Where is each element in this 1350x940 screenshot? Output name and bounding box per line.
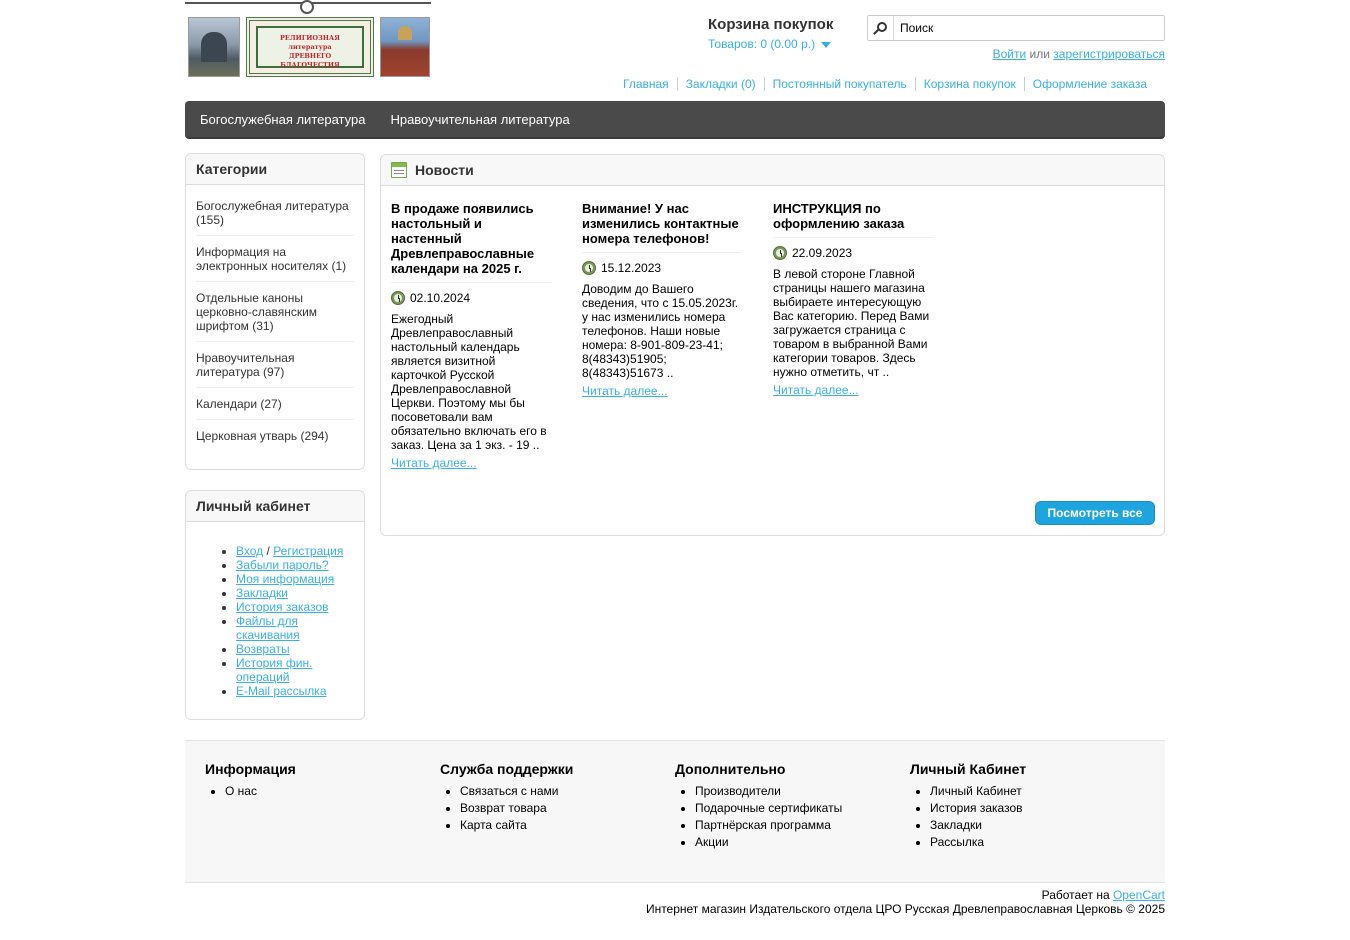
account-link-downloads[interactable]: Файлы для скачивания [236,614,300,642]
footer-column-title: Информация [205,761,296,777]
news-item [391,201,551,470]
footer-link[interactable]: • Рассылка [930,834,1130,851]
categories-title: Категории [186,154,364,185]
search-input[interactable] [898,19,1158,37]
search-button[interactable] [868,16,894,40]
account-link-returns[interactable]: Возвраты [236,642,290,656]
footer-link[interactable]: • Производители [695,783,895,800]
footer-link[interactable]: • Закладки [930,817,1130,834]
news-item-title[interactable]: Внимание! У нас изменились контактные номера телефонов! [582,201,742,253]
news-box [380,154,1165,536]
link-account[interactable]: Постоянный покупатель [764,77,915,91]
account-list [186,544,364,698]
news-title: Новости [415,162,474,178]
account-title: Личный кабинет [186,491,364,522]
news-item-description: Доводим до Вашего сведения, что с 15.05.2023г. у нас изменились номера телефонов. Наши новые номера: 8-901-809-23-41; 8(48343)51905; 8(48343)51673 .. [582,282,739,380]
link-wishlist[interactable]: Закладки (0) [677,77,764,91]
news-item-date: 02.10.2024 [391,291,551,305]
footer-link[interactable]: • История заказов [930,800,1130,817]
main-menu [185,101,1165,139]
account-login-link[interactable]: Вход [236,544,264,558]
footer-link[interactable]: • Возврат товара [460,800,660,817]
footer-column-extras [675,761,895,851]
login-link[interactable]: Войти [992,47,1027,61]
footer-link[interactable]: • Акции [695,834,895,851]
footer-link[interactable]: • Связаться с нами [460,783,660,800]
clock-icon [582,261,596,275]
link-cart[interactable]: Корзина покупок [915,77,1024,91]
account-link-newsletter[interactable]: E-Mail рассылка [236,684,327,698]
category-item[interactable]: Отдельные каноны церковно-славянским шрифтом (31) [196,287,354,342]
powered-by [646,888,1165,916]
news-item-date: 22.09.2023 [773,246,933,260]
search-box [867,15,1165,41]
news-header [381,155,1164,186]
read-more-link[interactable]: Читать далее... [773,383,859,397]
footer-link[interactable]: • Партнёрская программа [695,817,895,834]
account-link-orders[interactable]: История заказов [236,600,329,614]
powered-prefix: Работает на [1041,888,1110,902]
categories-list [186,185,364,451]
footer [185,740,1165,883]
account-link-wishlist[interactable]: Закладки [236,586,288,600]
footer-link[interactable]: • Личный Кабинет [930,783,1130,800]
opencart-link[interactable]: OpenCart [1112,888,1165,902]
category-item[interactable]: Календари (27) [196,393,354,420]
footer-link[interactable]: • Карта сайта [460,817,660,834]
news-item [582,201,742,398]
account-box [185,490,365,720]
welcome-links [993,47,1165,61]
category-item[interactable]: Информация на электронных носителях (1) [196,241,354,282]
logo-text: РЕЛИГИОЗНАЯ литература ДРЕВНЕГО БЛАГОЧЕСТИЯ [280,34,340,69]
link-home[interactable]: Главная [623,77,669,91]
footer-column-info [205,761,425,800]
news-item-title[interactable]: В продаже появились настольный и настенный Древлеправославные календари на 2025 г. [391,201,551,283]
search-icon [877,22,887,32]
news-item-description: В левой стороне Главной страницы нашего магазина выбираете интересующую Вас категорию. Перед Вами загружается страница с товаром в выбранной Вами категории товаров. Здесь нужно отметить, чт .. [773,267,930,379]
news-item-date: 15.12.2023 [582,261,742,275]
news-item-description: Ежегодный Древлеправославный настольный календарь является визитной карточкой Русской Древлеправославной Церкви. Поэтому мы бы посоветовали вам обязательно включать его в заказ. Цена за 1 экз. - 19 .. [391,312,547,452]
account-login-item [236,544,364,558]
logo-title-plate [246,17,374,77]
news-item-title[interactable]: ИНСТРУКЦИЯ по оформлению заказа [773,201,933,238]
account-sep: / [266,544,270,558]
news-item [773,201,933,397]
category-item[interactable]: Церковная утварь (294) [196,429,329,443]
clock-icon [773,246,787,260]
categories-box [185,153,365,470]
site-logo[interactable] [185,0,435,80]
or-text: или [1029,47,1050,61]
footer-column-title: Дополнительно [675,761,786,777]
link-checkout[interactable]: Оформление заказа [1024,77,1155,91]
caret-down-icon[interactable] [821,42,831,48]
footer-column-title: Служба поддержки [440,761,574,777]
account-link-info[interactable]: Моя информация [236,572,335,586]
category-item[interactable]: Нравоучительная литература (97) [196,347,354,388]
category-item[interactable]: Богослужебная литература (155) [196,195,354,236]
copyright: Интернет магазин Издательского отдела ЦРО Русская Древлеправославная Церковь © 2025 [645,902,1165,916]
menu-item-moral[interactable]: Нравоучительная литература [390,111,570,127]
footer-column-account [910,761,1130,851]
header-cart[interactable] [708,16,858,51]
register-link[interactable]: зарегистрироваться [1053,47,1165,61]
news-icon [391,162,407,178]
logo-church-photo-right [380,17,430,77]
read-more-link[interactable]: Читать далее... [582,384,668,398]
clock-icon [391,291,405,305]
footer-column-support [440,761,660,834]
logo-church-photo-left [188,17,240,77]
footer-column-title: Личный Кабинет [910,761,1027,777]
footer-link[interactable]: • О нас [225,783,425,800]
view-all-button[interactable]: Посмотреть все [1035,501,1155,525]
top-links [615,77,1155,91]
account-link-forgotten[interactable]: Забыли пароль? [236,558,329,572]
account-link-transactions[interactable]: История фин. операций [236,656,313,684]
logo-ornament [185,2,431,12]
read-more-link[interactable]: Читать далее... [391,456,477,470]
cart-title: Корзина покупок [708,16,834,33]
account-register-link[interactable]: Регистрация [273,544,344,558]
menu-item-liturgical[interactable]: Богослужебная литература [200,111,366,127]
footer-link[interactable]: • Подарочные сертификаты [695,800,895,817]
cart-total[interactable] [708,37,858,51]
cart-total-text: Товаров: 0 (0.00 р.) [708,37,816,51]
